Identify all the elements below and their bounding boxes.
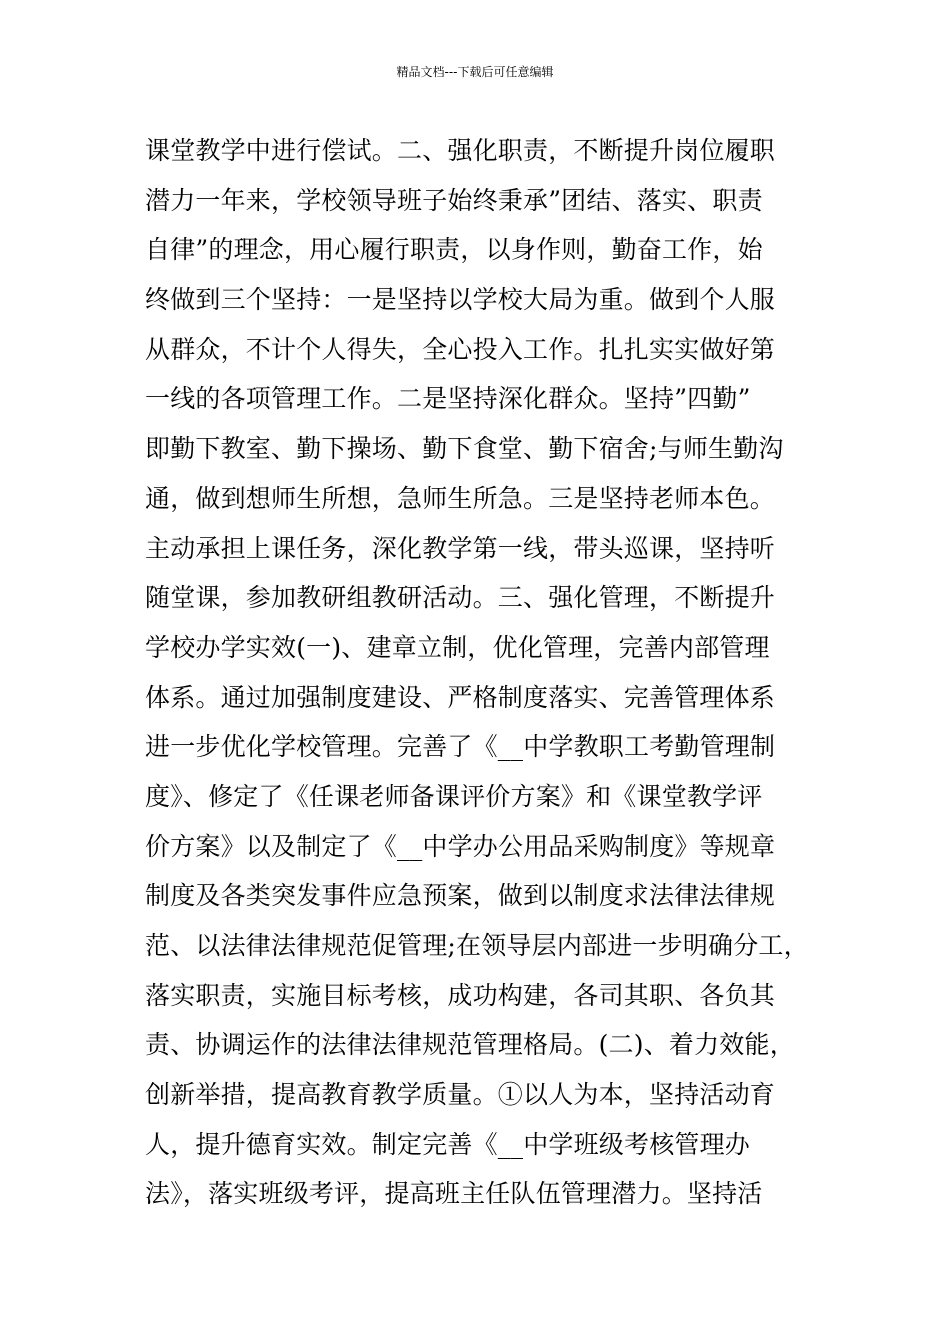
text-line: 即勤下教室、勤下操场、勤下食堂、勤下宿舍;与师生勤沟	[145, 434, 784, 464]
text-line: 学校办学实效(一)、建章立制，优化管理，完善内部管理	[145, 632, 770, 662]
text-line: 一线的各项管理工作。二是坚持深化群众。坚持”四勤”	[145, 384, 751, 414]
text-line: 终做到三个坚持：一是坚持以学校大局为重。做到个人服	[145, 285, 776, 315]
text-line: 价方案》以及制定了《__中学办公用品采购制度》等规章	[145, 831, 776, 861]
text-line: 法》，落实班级考评，提高班主任队伍管理潜力。坚持活	[145, 1179, 763, 1209]
text-line: 人，提升德育实效。制定完善《__中学班级考核管理办	[145, 1129, 751, 1159]
text-line: 主动承担上课任务，深化教学第一线，带头巡课，坚持听	[145, 533, 776, 563]
text-line: 度》、修定了《任课老师备课评价方案》和《课堂教学评	[145, 781, 763, 811]
text-line: 创新举措，提高教育教学质量。①以人为本，坚持活动育	[145, 1080, 776, 1110]
text-line: 体系。通过加强制度建设、严格制度落实、完善管理体系	[145, 682, 776, 712]
page-header: 精品文档---下载后可任意编辑	[396, 65, 554, 79]
text-line: 从群众，不计个人得失，全心投入工作。扎扎实实做好第	[145, 334, 776, 364]
document-body	[145, 126, 815, 1219]
text-line: 通，做到想师生所想，急师生所急。三是坚持老师本色。	[145, 483, 776, 513]
text-line: 范、以法律法律规范促管理;在领导层内部进一步明确分工，	[145, 931, 809, 960]
text-line: 潜力一年来，学校领导班子始终秉承”团结、落实、职责	[145, 185, 763, 215]
text-line: 进一步优化学校管理。完善了《__中学教职工考勤管理制	[145, 732, 776, 762]
text-line: 自律”的理念，用心履行职责，以身作则，勤奋工作，始	[145, 235, 763, 265]
text-line: 落实职责，实施目标考核，成功构建，各司其职、各负其	[145, 980, 776, 1010]
text-line: 课堂教学中进行偿试。二、强化职责，不断提升岗位履职	[145, 136, 776, 165]
text-line: 责、协调运作的法律法律规范管理格局。(二)、着力效能，	[145, 1030, 795, 1060]
text-line: 随堂课，参加教研组教研活动。三、强化管理，不断提升	[145, 583, 776, 613]
text-line: 制度及各类突发事件应急预案，做到以制度求法律法律规	[145, 881, 776, 911]
